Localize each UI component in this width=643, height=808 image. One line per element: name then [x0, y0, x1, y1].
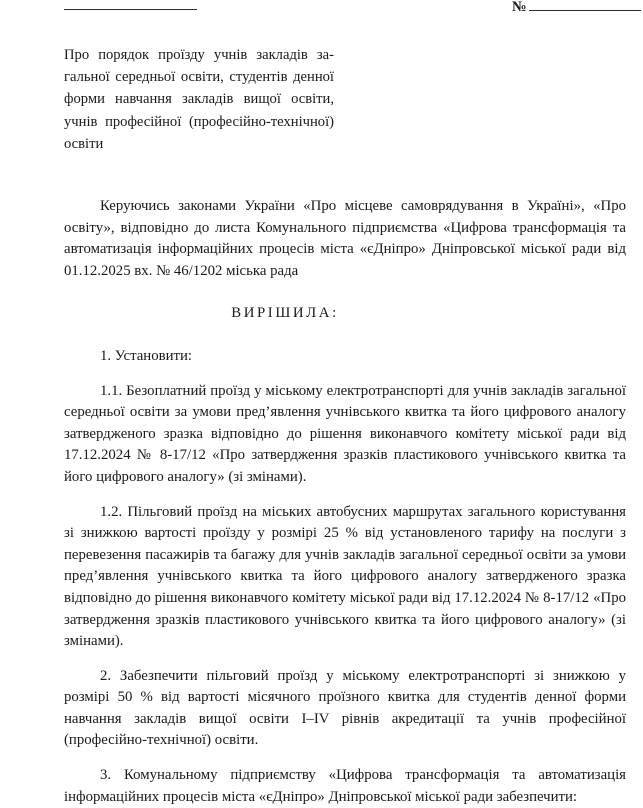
- date-blank-line: [64, 9, 197, 10]
- document-subject-text: Про порядок проїзду учнів закладів загальної середньої освіти, студентів денної форми навчання закладів вищої освіти, учнів професійної (професійно-технічної) освіти: [64, 47, 334, 152]
- clause-item-1-2: 1.2. Пільговий проїзд на міських автобусних маршрутах загального користування зі знижкою вартості проїзду у розмірі 25 % від установленого тарифу на послуги з перевезення пасажирів та багажу для учнів закладів загальної середньої освіти за умови пред’явлення учнівського квитка та його цифрового аналогу затвердженого зразка відповідно до рішення виконавчого комітету міської ради від 17.12.2024 № 8-17/12 «Про затвердження зразків пластикового учнівського квитка та його цифрового аналогу» (зі змінами).: [64, 503, 626, 650]
- resolution-heading: ВИРІШИЛА:: [231, 305, 339, 322]
- clause-item-1-1: 1.1. Безоплатний проїзд у міському електротранспорті для учнів закладів загальної середньої освіти за умови пред’явлення учнівського квитка та його цифрового аналогу затвердженого зразка відповідно до рішення виконавчого комітету міської ради від 17.12.2024 № 8-17/12 «Про затвердження зразків пластикового учнівського квитка та його цифрового аналогу» (зі змінами).: [64, 382, 626, 485]
- document-subject-block: [64, 44, 334, 155]
- document-header: [0, 0, 643, 34]
- preamble-paragraph: Керуючись законами України «Про місцеве самоврядування в Україні», «Про освіту», відповідно до листа Комунального підприємства «Цифрова трансформація та автоматизація інформаційних процесів міста «єДніпро» Дніпровської міської ради від 01.12.2025 вх. № 46/1202 міська рада: [64, 198, 626, 279]
- clause-item-1: 1. Установити:: [100, 347, 192, 364]
- spacer: [64, 339, 626, 346]
- clause-item-2: 2. Забезпечити пільговий проїзд у міському електротранспорті зі знижкою у розмірі 50 % від вартості місячного проїзного квитка для студентів денної форми навчання закладів вищої освіти I–IV рівнів акредитації та учнів професійної (професійно-технічної) освіти.: [64, 667, 626, 749]
- clause-item-3: 3. Комунальному підприємству «Цифрова трансформація та автоматизація інформаційних процесів міста «єДніпро» Дніпровської міської ради забезпечити:: [64, 767, 626, 805]
- document-number-group: [512, 0, 641, 15]
- number-blank-line: [529, 10, 641, 11]
- document-body: [64, 196, 626, 808]
- number-sign-icon: №: [512, 0, 527, 15]
- spacer: [64, 296, 626, 303]
